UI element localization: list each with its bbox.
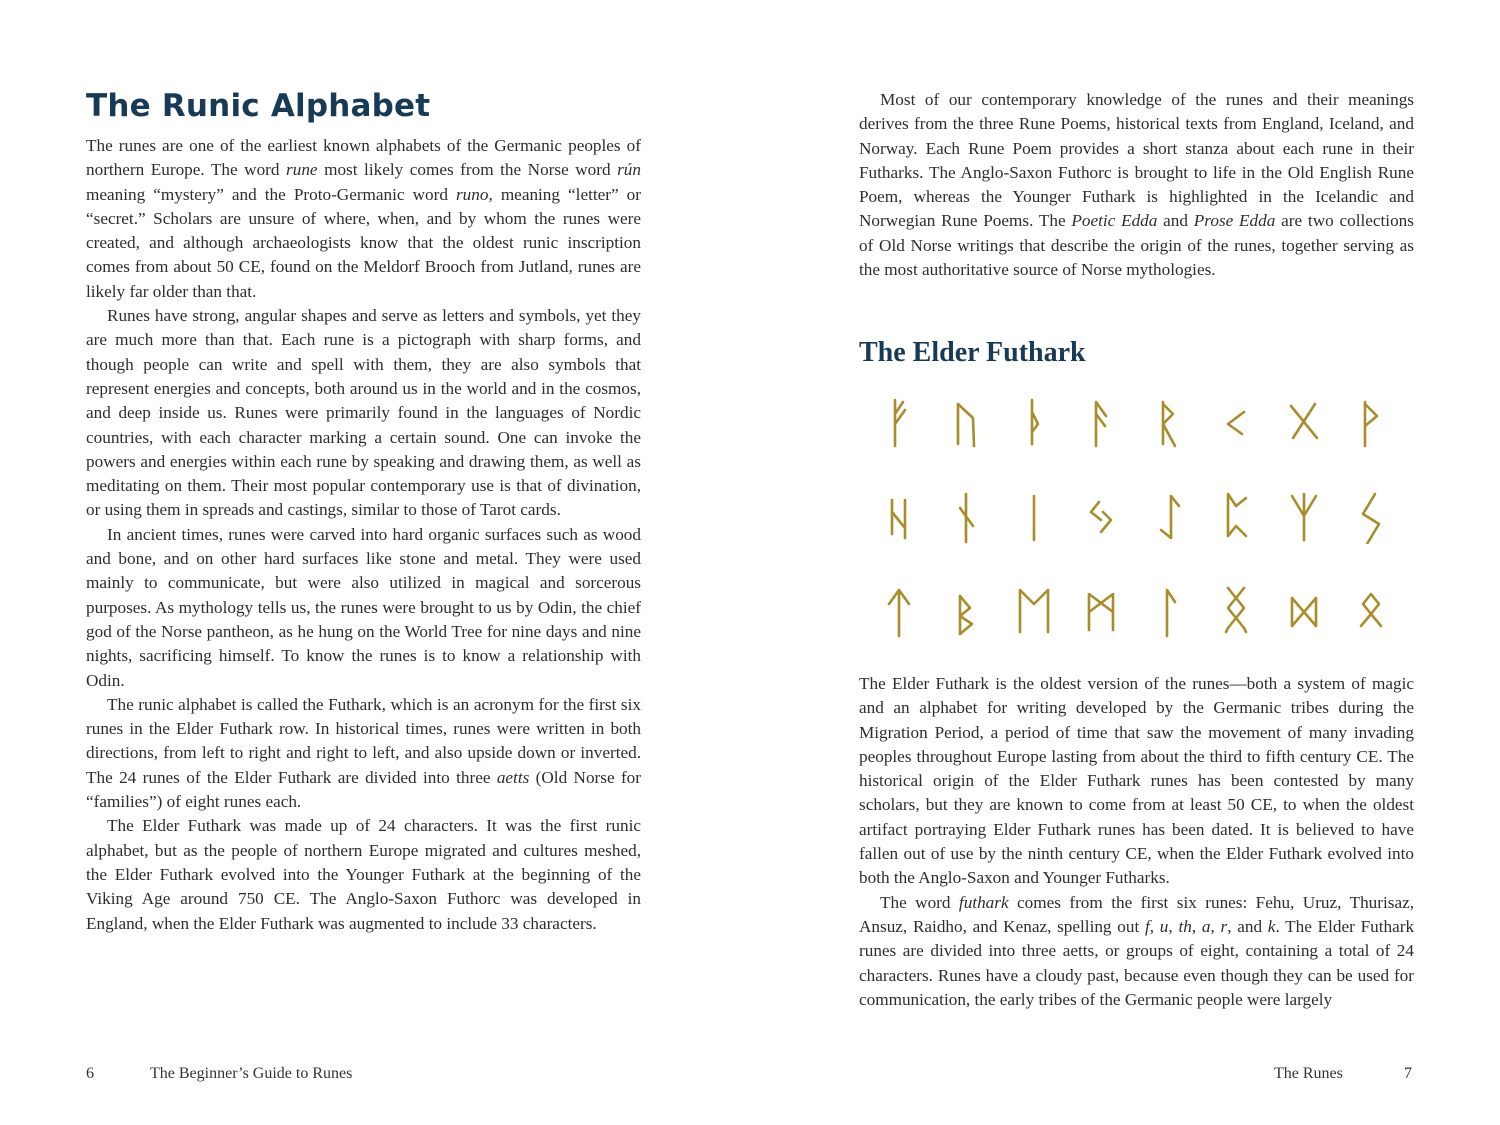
rune-raidho-icon <box>1135 395 1203 451</box>
rune-othala-icon <box>1338 583 1406 639</box>
right-body-block <box>859 672 1414 1012</box>
rune-wunjo-icon <box>1338 395 1406 451</box>
rune-sowilo-icon <box>1338 489 1406 545</box>
italic-term: rún <box>617 160 641 180</box>
elder-futhark-rune-chart <box>865 395 1405 639</box>
paragraph: In ancient times, runes were carved into hard organic surfaces such as wood and bone, and on other hard surfaces like stone and metal. They were used mainly to communicate, but were also utilized in magical and sorcerous purposes. As mythology tells us, the runes were brought to us by Odin, the chief god of the Norse pantheon, as he hung on the World Tree for nine days and nine nights, sacrificing himself. To know the runes is to know a relationship with Odin. <box>86 524 641 690</box>
rune-laguz-icon <box>1135 583 1203 639</box>
italic-term: a <box>1201 916 1211 936</box>
italic-term: aetts <box>496 767 530 787</box>
rune-dagaz-icon <box>1270 583 1338 639</box>
rune-tiwaz-icon <box>865 583 933 639</box>
running-head-right: The Runes <box>1274 1065 1343 1082</box>
intro-block <box>859 88 1414 282</box>
rune-uruz-icon <box>933 395 1001 451</box>
italic-term: rune <box>286 160 318 180</box>
page-number-right: 7 <box>1404 1065 1412 1082</box>
rune-thurisaz-icon <box>1000 395 1068 451</box>
right-page <box>750 0 1500 1125</box>
subsection-header <box>859 336 1414 370</box>
paragraph: Most of our contemporary knowledge of the runes and their meanings derives from the three Rune Poems, historical texts from England, Iceland, and Norway. Each Rune Poem provides a short stanza about each rune in their Futharks. The Anglo-Saxon Futhorc is brought to life in the Old English Rune Poem, whereas the Younger Futhark is highlighted in the Icelandic and Norwegian Rune Poems. The Poetic Edda and Prose Edda are two collections of Old Norse writings that describe the origin of the runes, together serving as the most authoritative source of Norse mythologies. <box>859 90 1414 280</box>
italic-term: Poetic Edda <box>1071 211 1158 231</box>
paragraph: The runes are one of the earliest known alphabets of the Germanic peoples of northern Europe. The word rune most likely comes from the Norse word rún meaning “mystery” and the Proto-Germanic word runo, meaning “letter” or “secret.” Scholars are unsure of where, when, and by whom the runes were created, and although archaeologists know that the oldest runic inscription comes from about 50 CE, found on the Meldorf Brooch from Jutland, runes are likely far older than that. <box>86 136 641 301</box>
rune-ehwaz-icon <box>1000 583 1068 639</box>
rune-kenaz-icon <box>1203 395 1271 451</box>
rune-nauthiz-icon <box>933 489 1001 545</box>
section-title: The Runic Alphabet <box>86 88 431 124</box>
italic-term: runo <box>455 184 489 204</box>
italic-term: u <box>1159 916 1169 936</box>
paragraph: The Elder Futhark is the oldest version of the runes—both a system of magic and an alphabet for writing developed by the Germanic tribes during the Migration Period, a period of time that saw the movement of many invading peoples throughout Europe lasting from about the third to fifth century CE. The historical origin of the Elder Futhark runes has been contested by many scholars, but they are known to come from at least 50 CE, to when the oldest artifact portraying Elder Futhark runes has been dated. It is believed to have fallen out of use by the ninth century CE, when the Elder Futhark evolved into both the Anglo-Saxon and Younger Futharks. <box>859 674 1414 888</box>
paragraph: The word futhark comes from the first six runes: Fehu, Uruz, Thurisaz, Ansuz, Raidho, and Kenaz, spelling out f, u, th, a, r, and k. The Elder Futhark runes are divided into three aetts, or groups of eight, containing a total of 24 characters. Runes have a cloudy past, because even though they can be used for communication, the early tribes of the Germanic people were largely <box>859 892 1415 1009</box>
running-head-left: The Beginner’s Guide to Runes <box>150 1065 353 1082</box>
rune-mannaz-icon <box>1068 583 1136 639</box>
rune-isa-icon <box>1000 489 1068 545</box>
rune-fehu-icon <box>865 395 933 451</box>
rune-ingwaz-icon <box>1203 583 1271 639</box>
rune-hagalaz-icon <box>865 489 933 545</box>
rune-algiz-icon <box>1270 489 1338 545</box>
rune-eihwaz-icon <box>1135 489 1203 545</box>
rune-ansuz-icon <box>1068 395 1136 451</box>
italic-term: r <box>1220 916 1228 936</box>
italic-term: k <box>1267 916 1276 936</box>
rune-berkano-icon <box>933 583 1001 639</box>
italic-term: th <box>1178 916 1192 936</box>
rune-jera-icon <box>1068 489 1136 545</box>
rune-perthro-icon <box>1203 489 1271 545</box>
italic-term: Prose Edda <box>1193 211 1276 231</box>
paragraph: Runes have strong, angular shapes and serve as letters and symbols, yet they are much more than that. Each rune is a pictograph with sharp forms, and though people can write and spell with them, they are also symbols that represent energies and concepts, both around us in the world and in the cosmos, and deep inside us. Runes were primarily found in the languages of Nordic countries, with each character marking a certain sound. One can invoke the powers and energies within each rune by speaking and drawing them, as well as meditating on them. Their most popular contemporary use is that of divination, or using them in spreads and castings, similar to those of Tarot cards. <box>86 306 641 520</box>
left-column <box>86 86 641 936</box>
page-number-left: 6 <box>86 1065 94 1082</box>
rune-gebo-icon <box>1270 395 1338 451</box>
subsection-title: The Elder Futhark <box>859 337 1086 368</box>
paragraph: The runic alphabet is called the Futhark, which is an acronym for the first six runes in the Elder Futhark row. In historical times, runes were written in both directions, from left to right and right to left, and also upside down or inverted. The 24 runes of the Elder Futhark are divided into three aetts (Old Norse for “families”) of eight runes each. <box>86 694 641 812</box>
paragraph: The Elder Futhark was made up of 24 characters. It was the first runic alphabet, but as the people of northern Europe migrated and cultures meshed, the Elder Futhark evolved into the Younger Futhark at the beginning of the Viking Age around 750 CE. The Anglo-Saxon Futhorc was developed in England, when the Elder Futhark was augmented to include 33 characters. <box>86 816 641 933</box>
italic-term: f <box>1144 916 1150 936</box>
italic-term: futhark <box>958 892 1009 912</box>
